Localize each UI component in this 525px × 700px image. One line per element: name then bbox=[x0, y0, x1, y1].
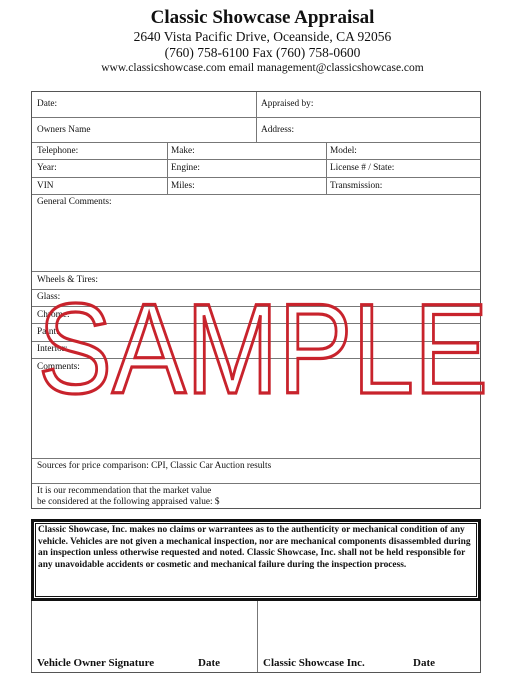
company-title: Classic Showcase Appraisal bbox=[150, 7, 375, 28]
make-label: Make: bbox=[171, 146, 195, 156]
row-divider bbox=[32, 458, 480, 459]
letterhead bbox=[0, 6, 525, 76]
row-divider bbox=[32, 159, 480, 160]
disclaimer-text: Classic Showcase, Inc. makes no claims or warrantees as to the authenticity or mechanical condition of any vehicle. Vehicles are not given a mechanical inspection, nor are mechanical components disassembled during an inspection unless otherwise requested and noted. Classic Showcase, Inc. shall not be held responsible for any unavoidable accidents or cosmetic and mechanical failure during the inspection process. bbox=[38, 525, 471, 570]
owner-date-label: Date bbox=[198, 657, 220, 669]
license-state-label: License # / State: bbox=[330, 163, 395, 173]
chrome-label: Chrome: bbox=[37, 310, 70, 320]
company-address: 2640 Vista Pacific Drive, Oceanside, CA 92056 bbox=[133, 29, 392, 44]
interior-label: Interior: bbox=[37, 344, 68, 354]
sources-label: Sources for price comparison: CPI, Classic Car Auction results bbox=[37, 461, 272, 471]
recommendation-line-1: It is our recommendation that the market value bbox=[37, 486, 212, 496]
column-divider bbox=[326, 142, 327, 194]
general-comments-label: General Comments: bbox=[37, 197, 112, 207]
row-divider bbox=[32, 177, 480, 178]
appraised-by-label: Appraised by: bbox=[261, 99, 314, 109]
sample-watermark bbox=[28, 283, 498, 408]
company-signature-label: Classic Showcase Inc. bbox=[263, 657, 365, 669]
comments-label: Comments: bbox=[37, 362, 80, 372]
transmission-label: Transmission: bbox=[330, 181, 383, 191]
column-divider bbox=[256, 92, 257, 142]
owners-name-label: Owners Name bbox=[37, 125, 91, 135]
wheels-tires-label: Wheels & Tires: bbox=[37, 275, 98, 285]
sample-watermark-text: SAMPLE bbox=[38, 283, 488, 408]
row-divider bbox=[32, 142, 480, 143]
disclaimer-box bbox=[31, 519, 481, 601]
column-divider bbox=[167, 142, 168, 194]
recommendation-line-2: be considered at the following appraised value: $ bbox=[37, 497, 220, 507]
glass-label: Glass: bbox=[37, 292, 61, 302]
vin-label: VIN bbox=[37, 181, 54, 191]
signature-area bbox=[31, 601, 481, 673]
model-label: Model: bbox=[330, 146, 357, 156]
date-field-label: Date: bbox=[37, 99, 58, 109]
signature-divider bbox=[257, 601, 258, 672]
row-divider bbox=[32, 483, 480, 484]
address-label: Address: bbox=[261, 125, 295, 135]
year-label: Year: bbox=[37, 163, 57, 173]
engine-label: Engine: bbox=[171, 163, 200, 173]
miles-label: Miles: bbox=[171, 181, 195, 191]
row-divider bbox=[32, 194, 480, 195]
telephone-label: Telephone: bbox=[37, 146, 79, 156]
owner-signature-label: Vehicle Owner Signature bbox=[37, 657, 155, 669]
paint-label: Paint: bbox=[37, 327, 59, 337]
company-date-label: Date bbox=[413, 657, 435, 669]
company-web-email: www.classicshowcase.com email management@classicshowcase.com bbox=[101, 62, 424, 74]
row-divider bbox=[32, 271, 480, 272]
company-phone: (760) 758-6100 Fax (760) 758-0600 bbox=[164, 45, 361, 60]
